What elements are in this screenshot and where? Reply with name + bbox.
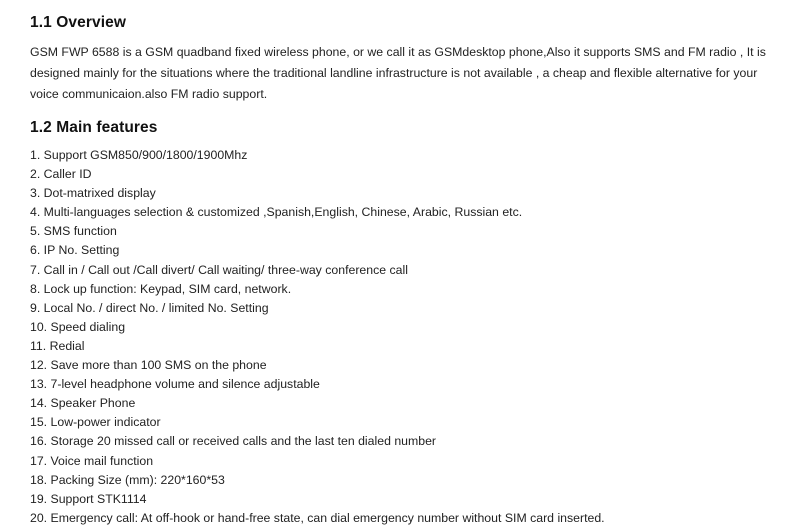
overview-paragraph: GSM FWP 6588 is a GSM quadband fixed wireless phone, or we call it as GSMdesktop phone,Also it supports SMS and FM radio , It is designed mainly for the situations where the traditional landline infrastructure is not available , a cheap and flexible alternative for your voice communicaion.also FM radio support. (30, 45, 766, 101)
list-item: 6. IP No. Setting (30, 243, 120, 258)
list-item: 20. Emergency call: At off-hook or hand-free state, can dial emergency number without SIM card inserted. (30, 510, 605, 525)
list-item: 1. Support GSM850/900/1800/1900Mhz (30, 148, 248, 162)
list-item: 12. Save more than 100 SMS on the phone (30, 358, 267, 373)
list-item: 18. Packing Size (mm): 220*160*53 (30, 472, 225, 487)
list-item: 14. Speaker Phone (30, 396, 136, 411)
list-item: 2. Caller ID (30, 167, 92, 182)
list-item: 4. Multi-languages selection & customized ,Spanish,English, Chinese, Arabic, Russian etc. (30, 205, 523, 220)
list-item: 7. Call in / Call out /Call divert/ Call waiting/ three-way conference call (30, 262, 408, 277)
main-features-heading: 1.2 Main features (30, 119, 158, 136)
list-item: 9. Local No. / direct No. / limited No. Setting (30, 300, 269, 315)
main-features-list (30, 146, 776, 528)
list-item: 19. Support STK1114 (30, 491, 147, 506)
overview-heading: 1.1 Overview (30, 14, 126, 31)
list-item: 5. SMS function (30, 224, 117, 239)
list-item: 13. 7-level headphone volume and silence adjustable (30, 377, 320, 392)
list-item: 8. Lock up function: Keypad, SIM card, network. (30, 281, 292, 296)
list-item: 16. Storage 20 missed call or received calls and the last ten dialed number (30, 434, 437, 449)
list-item: 17. Voice mail function (30, 453, 154, 468)
list-item: 11. Redial (30, 338, 85, 353)
list-item: 10. Speed dialing (30, 319, 126, 334)
list-item: 3. Dot-matrixed display (30, 186, 156, 201)
list-item: 15. Low-power indicator (30, 415, 161, 430)
